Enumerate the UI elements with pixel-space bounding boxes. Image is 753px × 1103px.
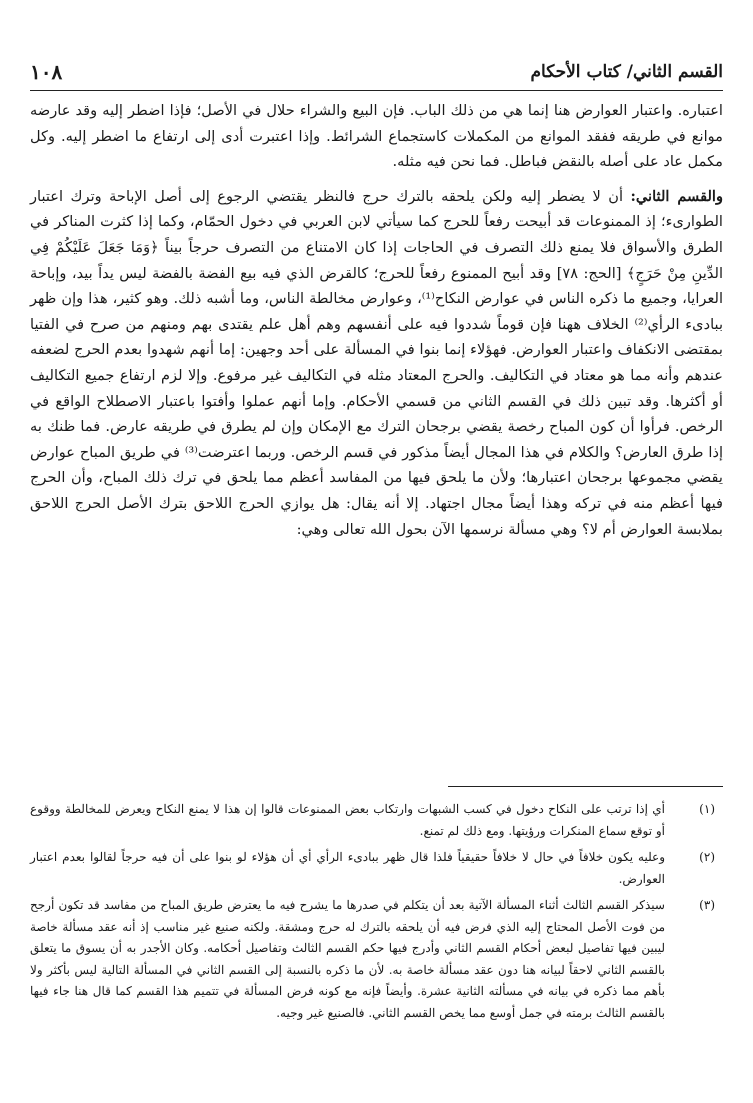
footnote-number: (٣)	[699, 898, 715, 912]
footnote-text: أي إذا ترتب على النكاح دخول في كسب الشبهات وارتكاب بعض الممنوعات قالوا إن هذا لا يمنع النكاح ويعرض للمخالطة ووقوع أو توقع سماع المنكرات ورؤيتها. ومع ذلك لم تمنع.	[30, 802, 665, 838]
footnote-separator	[448, 786, 723, 787]
main-text	[30, 98, 723, 542]
paragraph-2	[30, 184, 723, 542]
footnote-number: (٢)	[699, 850, 715, 864]
footnote-number: (١)	[699, 802, 715, 816]
running-head-title: القسم الثاني/ كتاب الأحكام	[530, 62, 723, 82]
section-lead: والقسم الثاني:	[630, 187, 723, 205]
footnote-2	[30, 847, 723, 890]
page-number: ١٠٨	[30, 60, 63, 84]
footnote-text: سيذكر القسم الثالث أثناء المسألة الآتية بعد أن يتكلم في صدرها ما يشرح فيه ما يعترض طريق المباح من مفاسد قد تكون أرجح من فوت الأصل المحتاج إليه الذي فرض فيه أن يلحقه بالترك له حرج ومشقة. ولكنه صنيع غير مناسب إذ أنه عقد مسألة خاصة ليبين فيها تفاصيل لبعض أحكام القسم الثاني وأدرج فيها حكم القسم الثالث وتفاصيل أحكامه. وكان الأجدر به أن يسوق ما يتعلق بالقسم الثاني لاحقاً لبيانه هنا دون عقد مسألة خاصة به. لأن ما ذكره بالنسبة إلى القسم الثاني في المسألة التالية ليس بأكثر ولا بأهم مما ذكره في بيانه في مسألته الثانية عشرة. وأيضاً فإنه مع كونه فرض المسألة في تتميم هذا القسم كما قال هنا جاء فيها بالقسم الثالث برمته في جمل أوسع مما يخص القسم الثاني. فالصنيع غير وجيه.	[30, 898, 665, 1020]
footnote-text: وعليه يكون خلافاً في حال لا خلافاً حقيقياً فلذا قال ظهر ببادىء الرأي أي أن هؤلاء لو بنوا على أن فيه حرجاً لقالوا بعدم اعتبار العوارض.	[30, 850, 665, 886]
running-header	[30, 56, 723, 91]
paragraph-2-text: أن لا يضطر إليه ولكن يلحقه بالترك حرج فالنظر يقتضي الرجوع إلى أصل الإباحة وترك اعتبار الطوارىء؛ إذ الممنوعات قد أبيحت رفعاً للحرج كما سيأتي لابن العربي في دخول الحمّام، وكما إذا كثرت المناكر في الطرق والأسواق فلا يمنع ذلك التصرف في الحاجات إذا كان الامتناع من التصرف حرجاً بيناً ﴿وَمَا جَعَلَ عَلَيْكُمْ فِي الدِّينِ مِنْ حَرَجٍ﴾ [الحج: ٧٨] وقد أبيح الممنوع رفعاً للحرج؛ كالقرض الذي فيه بيع الفضة بالفضة ليس يداً بيد، وإباحة العرايا، وجميع ما ذكره الناس في عوارض النكاح⁽¹⁾، وعوارض مخالطة الناس، وما أشبه ذلك. وهو كثير، هذا وإن ظهر ببادىء الرأي⁽²⁾ الخلاف ههنا فإن قوماً شددوا فيه على أنفسهم وهم أهل علم يقتدى بهم ومنهم من صرح في الفتيا بمقتضى الانكفاف واعتبار العوارض. فهؤلاء إنما بنوا في المسألة على أحد وجهين: إما أنهم شهدوا بعدم الحرج لضعفه عندهم وأنه مما هو معتاد في التكاليف. والحرج المعتاد مثله في التكاليف غير مرفوع. وإلا لزم ارتفاع جميع التكاليف أو أكثرها. وقد تبين ذلك في القسم الثاني من قسمي الأحكام. وإما أنهم عملوا وأفتوا باعتبار الاصطلاح الواقع في الرخص. فرأوا أن كون المباح رخصة يقضي برجحان الترك مع الإمكان وإن لم يطرق في طريقه عارض. فما ظنك به إذا طرق العارض؟ والكلام في هذا المجال أيضاً مذكور في قسم الرخص. وربما اعترضت⁽³⁾ في طريق المباح عوارض يقضي مجموعها برجحان اعتبارها؛ ولأن ما يلحق فيها من المفاسد أعظم مما يلحق في ترك ذلك المباح، وأن الحرج فيها أعظم منه في تركه وهذا أيضاً مجال اجتهاد. إلا أنه يقال: هل يوازي الحرج اللاحق بترك الأصل الحرج اللاحق بملابسة العوارض أم لا؟ وهي مسألة نرسمها الآن بحول الله تعالى وهي:	[30, 187, 724, 538]
footnote-1	[30, 799, 723, 842]
paragraph-1: اعتباره. واعتبار العوارض هنا إنما هي من ذلك الباب. فإن البيع والشراء حلال في الأصل؛ فإذا اضطر إليه وقد عارضه موانع في طريقه ففقد الموانع من المكملات كاستجماع الشرائط. وإذا اعتبرت أدى إلى ارتفاع ما اضطر إليه. وكل مكمل عاد على أصله بالنقض فباطل. فما نحن فيه مثله.	[30, 102, 723, 171]
footnotes	[30, 786, 723, 1029]
footnote-3	[30, 895, 723, 1024]
